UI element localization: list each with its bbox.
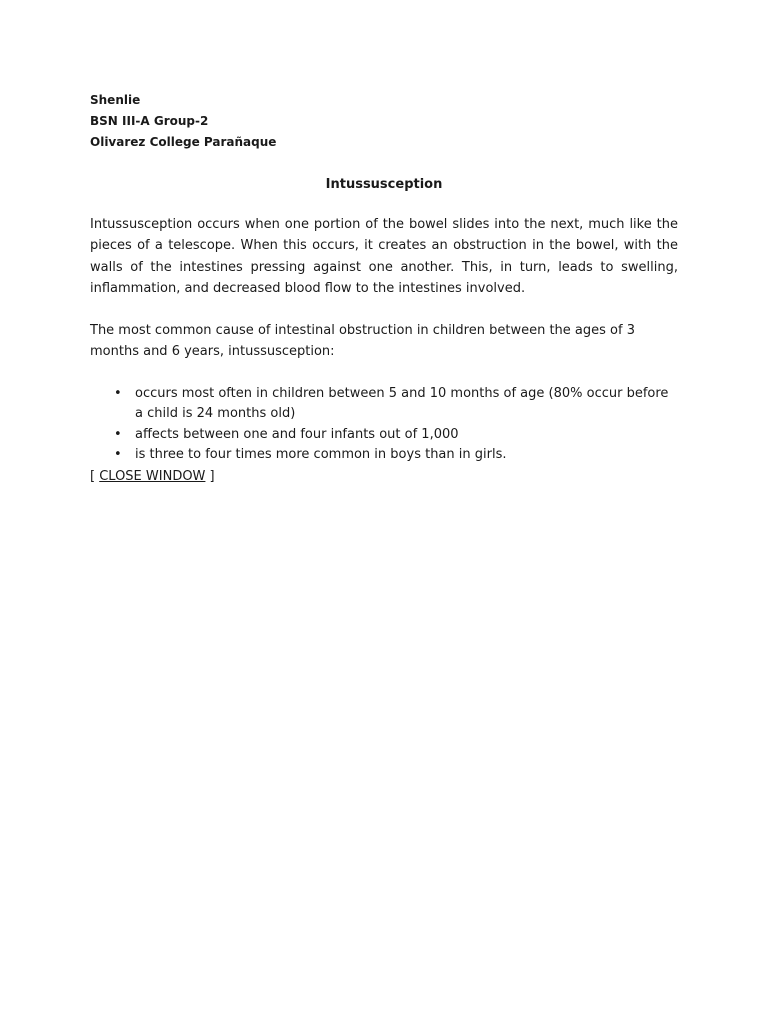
school-name: Olivarez College Parañaque bbox=[90, 135, 277, 149]
document-title: Intussusception bbox=[325, 177, 443, 192]
bullet-icon: • bbox=[114, 385, 122, 401]
list-item bbox=[90, 445, 678, 466]
facts-list bbox=[90, 384, 678, 466]
bullet-icon: • bbox=[114, 447, 122, 463]
list-item-text: affects between one and four infants out of 1,000 bbox=[135, 426, 459, 442]
group-label: BSN III-A Group-2 bbox=[90, 114, 209, 128]
cause-paragraph: The most common cause of intestinal obstruction in children between the ages of 3 months and 6 years, intussusception: bbox=[90, 323, 635, 360]
list-item bbox=[90, 384, 678, 425]
bullet-icon: • bbox=[114, 426, 122, 442]
close-window-line bbox=[90, 466, 678, 488]
list-item-text: occurs most often in children between 5 and 10 months of age (80% occur before a child is 24 months old) bbox=[135, 385, 669, 422]
close-bracket: ] bbox=[205, 468, 215, 484]
list-item-text: is three to four times more common in boys than in girls. bbox=[135, 447, 507, 463]
document-page bbox=[90, 90, 678, 488]
intro-paragraph: Intussusception occurs when one portion of the bowel slides into the next, much like the pieces of a telescope. When this occurs, it creates an obstruction in the bowel, with the walls of the intestines pressing against one another. This, in turn, leads to swelling, inflammation, and decreased blood flow to the intestines involved. bbox=[90, 217, 678, 296]
close-window-link[interactable]: CLOSE WINDOW bbox=[99, 468, 206, 484]
open-bracket: [ bbox=[90, 468, 100, 484]
author-name: Shenlie bbox=[90, 93, 141, 107]
list-item bbox=[90, 425, 678, 446]
